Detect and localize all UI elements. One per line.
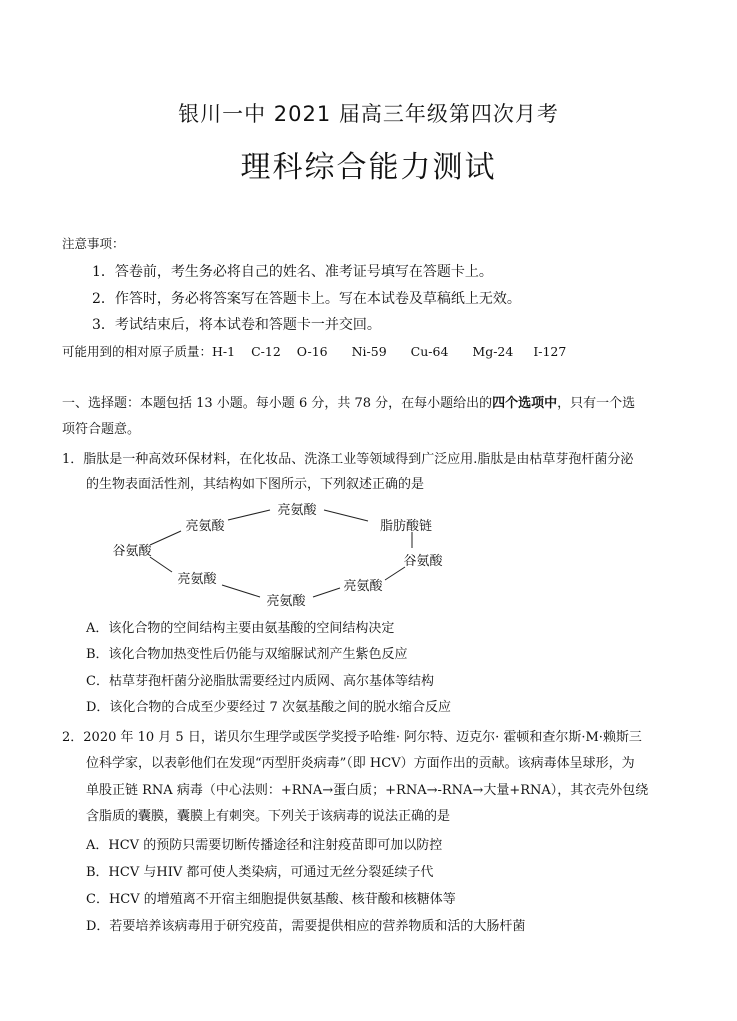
atomic-mass-label: 可能用到的相对原子质量： [62,344,213,359]
bond-line [324,510,368,521]
atomic-mass-value: Cu-64 [410,344,449,359]
answer-option: D．该化合物的合成至少要经过 7 次氨基酸之间的脱水缩合反应 [86,700,451,715]
question-stem: 2．2020 年 10 月 5 日，诺贝尔生理学或医学奖授予哈维· 阿尔特、迈克尔· 霍顿和查尔斯·M·赖斯三 [62,730,642,745]
question-stem: 位科学家，以表彰他们在发现“丙型肝炎病毒”（即 HCV）方面作出的贡献。该病毒体呈球形，为 [86,756,635,771]
amino-acid-label: 谷氨酸 [403,554,443,569]
question-stem: 单股正链 RNA 病毒（中心法则：+RNA→蛋白质；+RNA→-RNA→大量+RNA），其衣壳外包绕 [86,783,649,798]
atomic-mass-value: Mg-24 [472,344,514,359]
amino-acid-label: 亮氨酸 [266,594,306,609]
note-item: 3．考试结束后，将本试卷和答题卡一并交回。 [92,317,381,333]
section-instruction-text: 一、选择题：本题包括 13 小题。每小题 6 分，共 78 分，在每小题给出的 [62,396,493,411]
answer-option: C．枯草芽孢杆菌分泌脂肽需要经过内质网、高尔基体等结构 [86,674,434,689]
answer-option: A．该化合物的空间结构主要由氨基酸的空间结构决定 [86,621,395,636]
atomic-mass-value: O-16 [296,344,328,359]
atomic-mass-value: Ni-59 [351,344,387,359]
section-instruction-emphasis: 四个选项中 [492,396,558,411]
atomic-mass-value: I-127 [533,344,567,359]
exam-title: 银川一中 2021 届高三年级第四次月考 [178,102,559,126]
amino-acid-label: 谷氨酸 [112,544,152,559]
atomic-mass-value: H-1 [212,344,236,359]
question-stem: 1．脂肽是一种高效环保材料，在化妆品、洗涤工业等领域得到广泛应用.脂肽是由枯草芽孢杆菌分泌 [62,452,634,467]
answer-option: C．HCV 的增殖离不开宿主细胞提供氨基酸、核苷酸和核糖体等 [86,892,456,907]
atomic-mass-value: C-12 [251,344,281,359]
bond-line [150,557,172,572]
bond-line [222,585,260,597]
answer-option: A．HCV 的预防只需要切断传播途径和注射疫苗即可加以防控 [86,838,443,853]
amino-acid-label: 亮氨酸 [277,503,317,518]
exam-subtitle: 理科综合能力测试 [240,150,497,185]
notes-heading: 注意事项： [62,236,125,251]
bond-line [313,588,340,597]
answer-option: B．该化合物加热变性后仍能与双缩脲试剂产生紫色反应 [86,647,408,662]
amino-acid-label: 亮氨酸 [185,519,225,534]
section-instruction: 项符合题意。 [62,422,141,437]
amino-acid-label: 亮氨酸 [343,579,383,594]
question-stem: 的生物表面活性剂，其结构如下图所示，下列叙述正确的是 [86,477,425,492]
note-item: 1．答卷前，考生务必将自己的姓名、准考证号填写在答题卡上。 [92,264,493,280]
bond-line [228,510,270,520]
note-item: 2．作答时，务必将答案写在答题卡上。写在本试卷及草稿纸上无效。 [92,291,521,307]
answer-option: D．若要培养该病毒用于研究疫苗，需要提供相应的营养物质和活的大肠杆菌 [86,919,526,934]
section-instruction-text: ，只有一个选 [557,396,636,411]
bond-line [150,531,181,545]
fatty-acid-chain-label: 脂肪酸链 [379,519,433,534]
answer-option: B．HCV 与HIV 都可使人类染病，可通过无丝分裂延续子代 [86,865,434,880]
amino-acid-label: 亮氨酸 [177,572,217,587]
bond-line [385,567,405,580]
question-stem: 含脂质的囊膜，囊膜上有刺突。下列关于该病毒的说法正确的是 [86,809,451,824]
